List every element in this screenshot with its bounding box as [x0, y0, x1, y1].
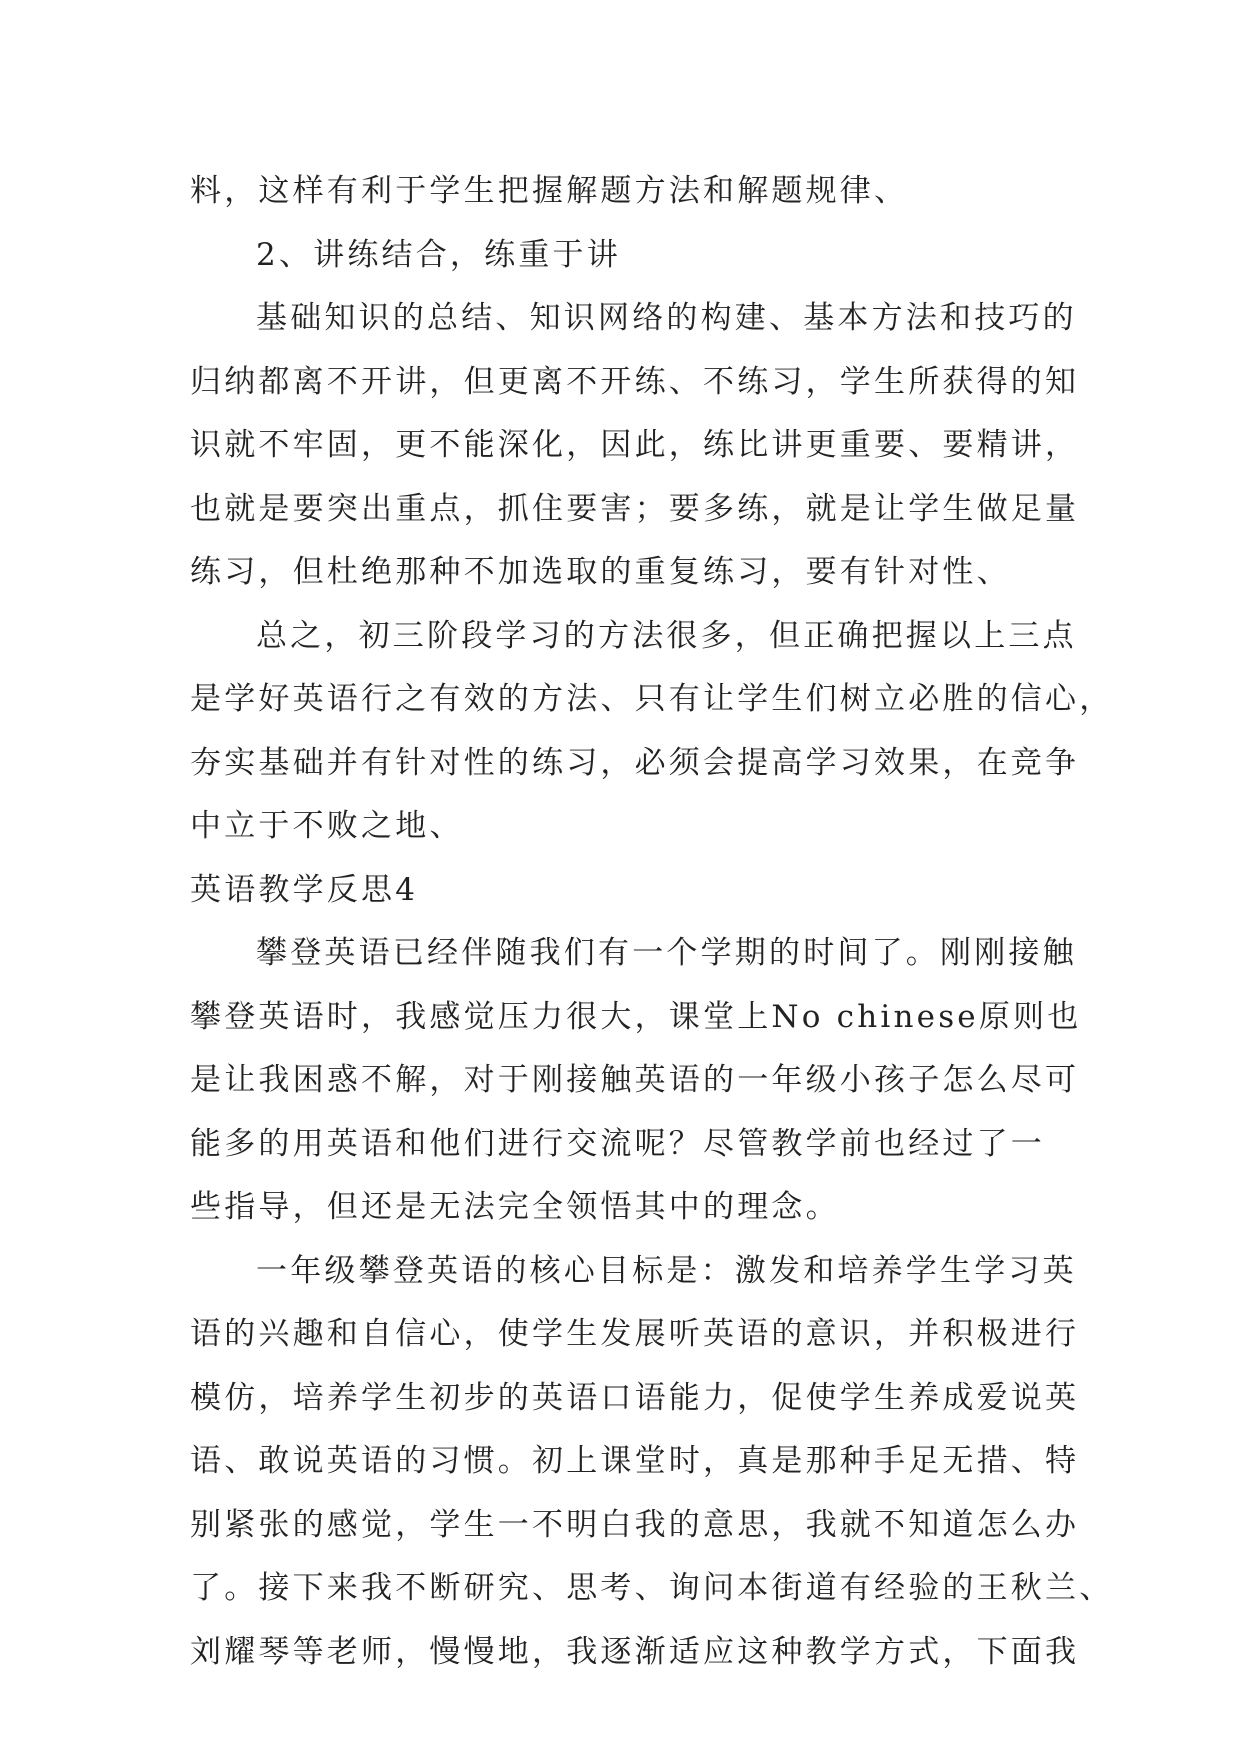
document-body	[190, 160, 1114, 1684]
text-line: 中立于不败之地、	[190, 808, 464, 844]
text-line: 攀登英语已经伴随我们有一个学期的时间了。刚刚接触	[256, 935, 1077, 971]
text-line: 识就不牢固，更不能深化，因此，练比讲更重要、要精讲，	[190, 427, 1080, 463]
text-line: 是让我困惑不解，对于刚接触英语的一年级小孩子怎么尽可	[190, 1062, 1080, 1098]
section-title: 英语教学反思4	[190, 871, 419, 908]
text-line: 基础知识的总结、知识网络的构建、基本方法和技巧的	[256, 300, 1077, 336]
text-line: 语、敢说英语的习惯。初上课堂时，真是那种手足无措、特	[190, 1443, 1080, 1479]
text-line: 些指导，但还是无法完全领悟其中的理念。	[190, 1189, 840, 1225]
text-line: 也就是要突出重点，抓住要害；要多练，就是让学生做足量	[190, 490, 1080, 527]
text-line: 别紧张的感觉，学生一不明白我的意思，我就不知道怎么办	[190, 1506, 1080, 1543]
section-heading-2: 2、讲练结合，练重于讲	[256, 236, 621, 273]
text-line: 归纳都离不开讲，但更离不开练、不练习，学生所获得的知	[190, 363, 1080, 400]
text-line: 是学好英语行之有效的方法、只有让学生们树立必胜的信心，	[190, 681, 1114, 717]
text-line: 模仿，培养学生初步的英语口语能力，促使学生养成爱说英	[190, 1379, 1080, 1416]
text-line: 攀登英语时，我感觉压力很大，课堂上No chinese原则也	[190, 998, 1082, 1035]
text-line: 语的兴趣和自信心，使学生发展听英语的意识，并积极进行	[190, 1316, 1080, 1352]
text-line: 刘耀琴等老师，慢慢地，我逐渐适应这种教学方式，下面我	[190, 1633, 1080, 1670]
text-line: 一年级攀登英语的核心目标是：激发和培养学生学习英	[256, 1252, 1077, 1289]
text-line: 了。接下来我不断研究、思考、询问本街道有经验的王秋兰、	[190, 1570, 1114, 1606]
text-line: 夯实基础并有针对性的练习，必须会提高学习效果，在竞争	[190, 744, 1080, 781]
text-line: 能多的用英语和他们进行交流呢？尽管教学前也经过了一	[190, 1125, 1045, 1162]
text-line: 总之，初三阶段学习的方法很多，但正确把握以上三点	[256, 617, 1077, 654]
text-line: 练习，但杜绝那种不加选取的重复练习，要有针对性、	[190, 554, 1011, 590]
text-line: 料，这样有利于学生把握解题方法和解题规律、	[190, 173, 909, 209]
